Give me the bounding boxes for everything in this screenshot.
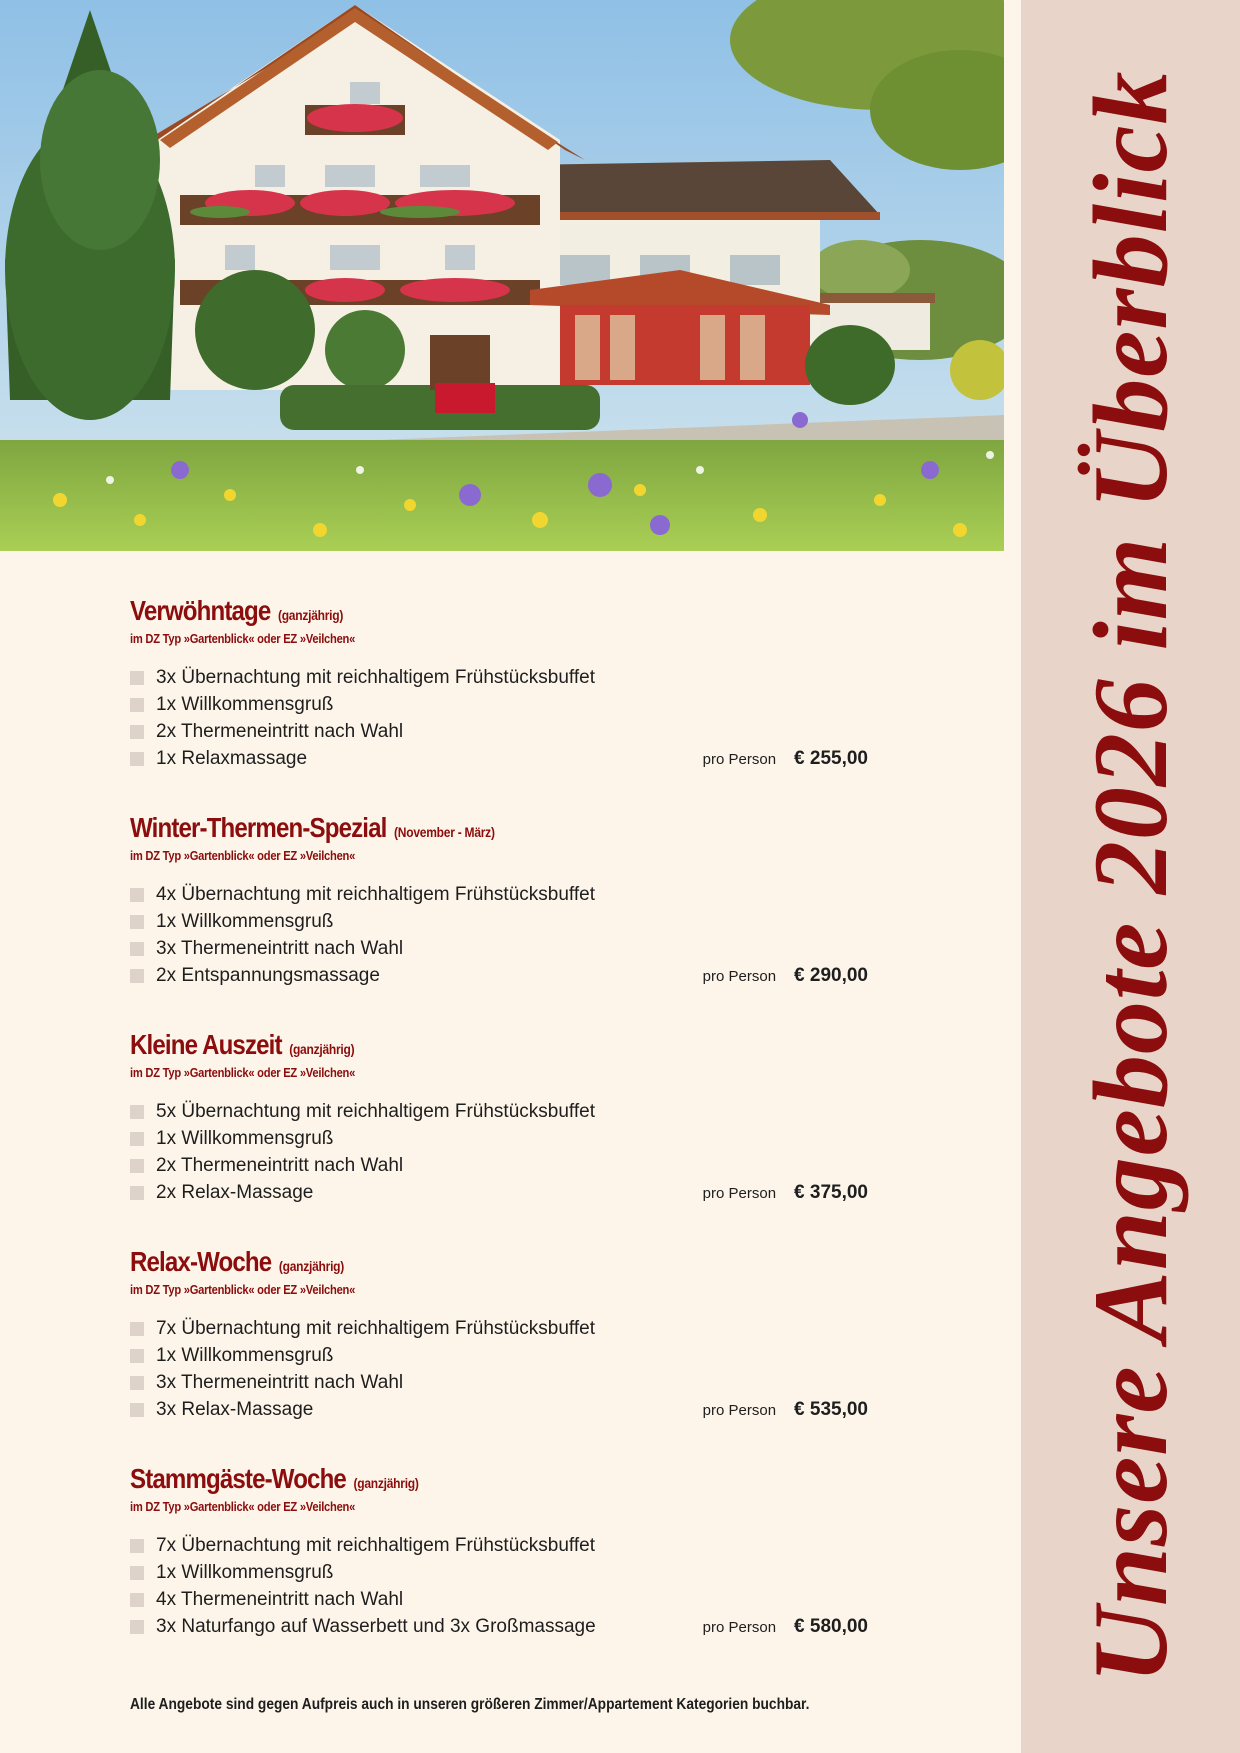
list-item (130, 1369, 870, 1396)
offer-relax-woche (130, 1243, 870, 1460)
item-text: 1x Willkommensgruß (156, 911, 334, 932)
sidebar (1021, 0, 1240, 1753)
item-text: 2x Thermeneintritt nach Wahl (156, 1155, 404, 1176)
price-row (703, 1179, 868, 1206)
item-text: 3x Thermeneintritt nach Wahl (156, 1372, 404, 1393)
list-item (130, 881, 870, 908)
item-text: 1x Willkommensgruß (156, 1562, 334, 1583)
bullet-square-icon (130, 1159, 144, 1173)
bullet-square-icon (130, 969, 144, 983)
item-text: 1x Relaxmassage (156, 748, 308, 769)
list-item (130, 1125, 870, 1152)
price-value: € 375,00 (794, 1182, 868, 1203)
offer-season: (November - März) (394, 824, 495, 840)
list-item (130, 1098, 870, 1125)
item-text: 7x Übernachtung mit reichhaltigem Frühstücksbuffet (156, 1535, 595, 1556)
item-text: 2x Thermeneintritt nach Wahl (156, 721, 404, 742)
list-item (130, 1586, 870, 1613)
offer-items (130, 664, 870, 772)
price-label: pro Person (702, 1185, 777, 1202)
item-text: 2x Entspannungsmassage (156, 965, 380, 986)
bullet-square-icon (130, 1566, 144, 1580)
hero-photo (0, 0, 1004, 551)
list-item (130, 935, 870, 962)
bullet-square-icon (130, 942, 144, 956)
offer-title-text: Verwöhntage (130, 595, 271, 626)
offer-season: (ganzjährig) (289, 1041, 355, 1057)
offer-room-type: im DZ Typ »Gartenblick« oder EZ »Veilchen« (130, 1499, 356, 1514)
offer-room-type: im DZ Typ »Gartenblick« oder EZ »Veilchen« (130, 631, 356, 646)
offer-season: (ganzjährig) (353, 1475, 419, 1491)
item-text: 3x Naturfango auf Wasserbett und 3x Großmassage (156, 1616, 596, 1637)
price-label: pro Person (702, 1619, 777, 1636)
price-row (703, 962, 868, 989)
price-label: pro Person (702, 968, 777, 985)
bullet-square-icon (130, 1593, 144, 1607)
offer-room-type: im DZ Typ »Gartenblick« oder EZ »Veilchen« (130, 1282, 356, 1297)
offer-room-type: im DZ Typ »Gartenblick« oder EZ »Veilchen« (130, 848, 356, 863)
offer-winter-thermen-spezial (130, 809, 870, 1026)
price-label: pro Person (702, 1402, 777, 1419)
offer-title-text: Winter-Thermen-Spezial (130, 812, 387, 843)
offer-season: (ganzjährig) (277, 607, 344, 623)
price-value: € 580,00 (794, 1616, 868, 1637)
bullet-square-icon (130, 1322, 144, 1336)
bullet-square-icon (130, 915, 144, 929)
bullet-square-icon (130, 698, 144, 712)
item-text: 3x Thermeneintritt nach Wahl (156, 938, 404, 959)
offer-stammgaeste-woche (130, 1460, 870, 1677)
list-item (130, 691, 870, 718)
list-item (130, 664, 870, 691)
list-item (130, 1532, 870, 1559)
price-value: € 290,00 (794, 965, 868, 986)
bullet-square-icon (130, 1132, 144, 1146)
offer-season: (ganzjährig) (278, 1258, 345, 1274)
list-item (130, 1152, 870, 1179)
bullet-square-icon (130, 1376, 144, 1390)
price-label: pro Person (702, 751, 777, 768)
offer-title (130, 1460, 766, 1498)
item-text: 3x Relax-Massage (156, 1399, 314, 1420)
offer-items (130, 1315, 870, 1423)
price-row (703, 1396, 868, 1423)
price-value: € 255,00 (794, 748, 868, 769)
item-text: 3x Übernachtung mit reichhaltigem Frühstücksbuffet (156, 667, 595, 688)
offer-title-text: Stammgäste-Woche (130, 1463, 346, 1494)
bullet-square-icon (130, 1349, 144, 1363)
bullet-square-icon (130, 671, 144, 685)
item-text: 4x Thermeneintritt nach Wahl (156, 1589, 404, 1610)
bullet-square-icon (130, 1539, 144, 1553)
item-text: 1x Willkommensgruß (156, 1128, 334, 1149)
item-text: 5x Übernachtung mit reichhaltigem Frühstücksbuffet (156, 1101, 595, 1122)
bullet-square-icon (130, 752, 144, 766)
list-item (130, 1559, 870, 1586)
offer-title-text: Kleine Auszeit (130, 1029, 282, 1060)
offer-kleine-auszeit (130, 1026, 870, 1243)
price-row (703, 1613, 868, 1640)
list-item (130, 1315, 870, 1342)
bullet-square-icon (130, 1403, 144, 1417)
page-title: Unsere Angebote 2026 im Überblick (1071, 69, 1189, 1684)
price-row (703, 745, 868, 772)
offer-title (130, 1243, 766, 1281)
offer-verwoehntage (130, 592, 870, 809)
offer-items (130, 881, 870, 989)
price-value: € 535,00 (794, 1399, 868, 1420)
offer-items (130, 1532, 870, 1640)
offer-title (130, 809, 766, 847)
offers-list (130, 592, 870, 1677)
item-text: 1x Willkommensgruß (156, 1345, 334, 1366)
bullet-square-icon (130, 1186, 144, 1200)
list-item (130, 908, 870, 935)
bullet-square-icon (130, 725, 144, 739)
item-text: 1x Willkommensgruß (156, 694, 334, 715)
offer-title (130, 1026, 766, 1064)
offer-items (130, 1098, 870, 1206)
offer-title (130, 592, 766, 630)
footnote: Alle Angebote sind gegen Aufpreis auch in unseren größeren Zimmer/Appartement Kategorien buchbar. (130, 1696, 810, 1713)
offer-title-text: Relax-Woche (130, 1246, 272, 1277)
offer-room-type: im DZ Typ »Gartenblick« oder EZ »Veilchen« (130, 1065, 356, 1080)
list-item (130, 718, 870, 745)
item-text: 7x Übernachtung mit reichhaltigem Frühstücksbuffet (156, 1318, 595, 1339)
item-text: 2x Relax-Massage (156, 1182, 314, 1203)
bullet-square-icon (130, 1620, 144, 1634)
bullet-square-icon (130, 1105, 144, 1119)
item-text: 4x Übernachtung mit reichhaltigem Frühstücksbuffet (156, 884, 595, 905)
bullet-square-icon (130, 888, 144, 902)
list-item (130, 1342, 870, 1369)
